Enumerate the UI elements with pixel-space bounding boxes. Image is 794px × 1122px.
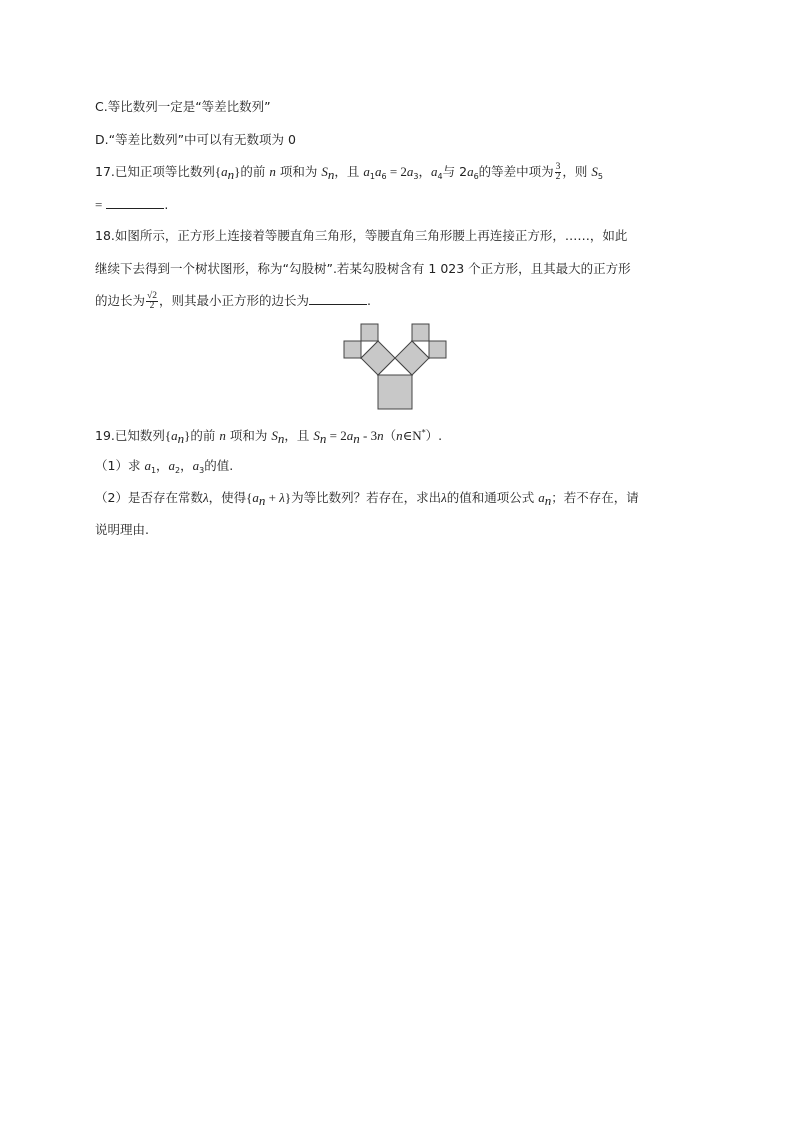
question-18-line-1: 18.如图所示，正方形上连接着等腰直角三角形，等腰直角三角形腰上再连接正方形，……，如此 [95, 228, 628, 243]
answer-blank-18[interactable] [309, 292, 367, 305]
question-19-part-1: （1）求 $a_1$，$a_2$，$a_3$的值. [95, 458, 234, 475]
question-17-line-1: 17.已知正项等比数列$\{a_n\}$的前 n 项和为 $S_n$，且 $a_1a_6 = 2a_3$，$a_4$与 $2a_6$的等差中项为 $\frac{3}{2}$ ，则 $S_5$ [95, 162, 604, 182]
fraction-root2-over-2: $\frac{√2}{2}$ [147, 291, 157, 311]
tree-square-right-side [429, 341, 446, 358]
fraction-three-halves: $\frac{3}{2}$ [555, 162, 561, 182]
option-d: D.“等差比数列”中可以有无数项为 0 [95, 132, 296, 147]
option-c: C.等比数列一定是“等差比数列” [95, 99, 271, 114]
question-18-line-2: 继续下去得到一个树状图形，称为“勾股树”.若某勾股树含有 1 023 个正方形，且其最大的正方形 [95, 261, 631, 276]
question-17-line-2: = . [95, 197, 169, 212]
tree-square-left-side [344, 341, 361, 358]
tree-square-right-top [412, 324, 429, 341]
question-19-part-2-line-2: 说明理由. [95, 522, 149, 537]
pythagoras-tree-figure [338, 318, 454, 414]
question-19-part-2-line-1: （2）是否存在常数λ，使得$\{a_n + \lambda\}$为等比数列？若存在，求出λ的值和通项公式 $a_n$；若不存在，请 [95, 490, 639, 508]
answer-blank-17[interactable] [106, 196, 164, 209]
tree-square-base [378, 375, 412, 409]
question-18-line-3: 的边长为 $\frac{√2}{2}$ ，则其最小正方形的边长为 . [95, 291, 371, 311]
tree-square-left-top [361, 324, 378, 341]
question-19-line-1: 19.已知数列$\{a_n\}$的前 n 项和为 $S_n$，且 $S_n = 2a_n$ - 3n（n∈N*）. [95, 428, 443, 446]
